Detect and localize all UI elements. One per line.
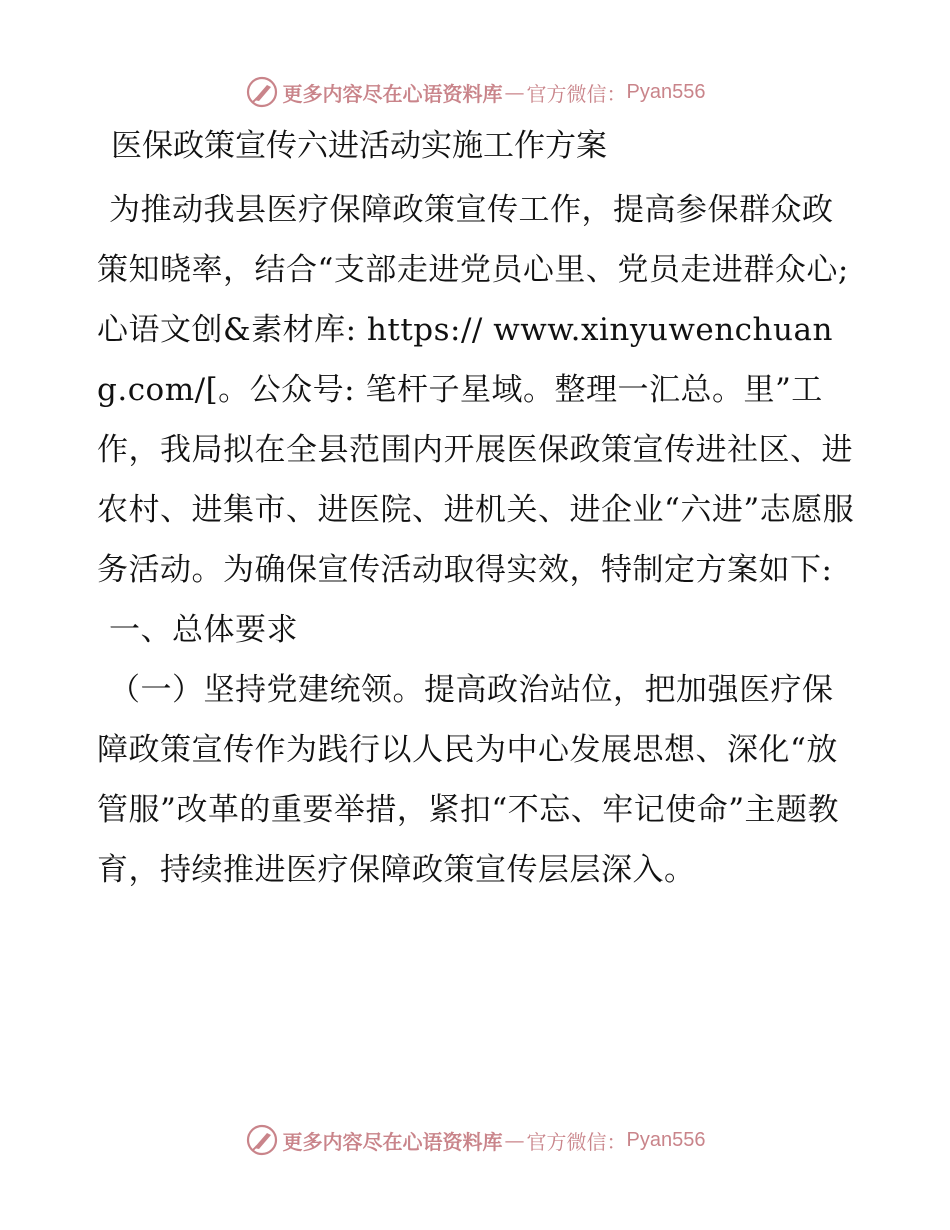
- banner-separator: —: [504, 80, 525, 104]
- footer-separator: —: [504, 1128, 525, 1152]
- banner-slogan: 更多内容尽在心语资料库: [282, 81, 503, 106]
- banner-wechat-id: Pyan556: [626, 80, 706, 103]
- feather-pen-logo-icon: [245, 75, 279, 109]
- footer-banner: [0, 1120, 950, 1160]
- footer-slogan: 更多内容尽在心语资料库: [282, 1129, 503, 1154]
- section-item-party-leadership: （一）坚持党建统领。提高政治站位，把加强医疗保障政策宣传作为践行以人民为中心发展思想、深化“放管服”改革的重要举措，紧扣“不忘、牢记使命”主题教育，持续推进医疗保障政策宣传层层深入。: [97, 672, 840, 888]
- footer-wechat-id: Pyan556: [626, 1128, 706, 1151]
- intro-paragraph: 为推动我县医疗保障政策宣传工作，提高参保群众政策知晓率，结合“支部走进党员心里、党员走进群众心;心语文创&素材库: https:// www.xinyuwenchuang.com/[。公众号: 笔杆子星域。整理一汇总。里”工作，我局拟在全县范围内开展医保政策宣传进社区、进农村、进集市、进医院、进机关、进企业“六进”志愿服务活动。为确保宣传活动取得实效，特制定方案如下:: [97, 192, 855, 588]
- footer-wechat-label: 官方微信：: [526, 1129, 627, 1154]
- document-title: 医保政策宣传六进活动实施工作方案: [111, 128, 607, 164]
- header-banner: [0, 72, 950, 112]
- document-body: [97, 120, 857, 900]
- section-heading-general-requirements: 一、总体要求: [109, 612, 298, 648]
- feather-pen-logo-icon: [245, 1123, 279, 1157]
- banner-wechat-label: 官方微信：: [526, 81, 627, 106]
